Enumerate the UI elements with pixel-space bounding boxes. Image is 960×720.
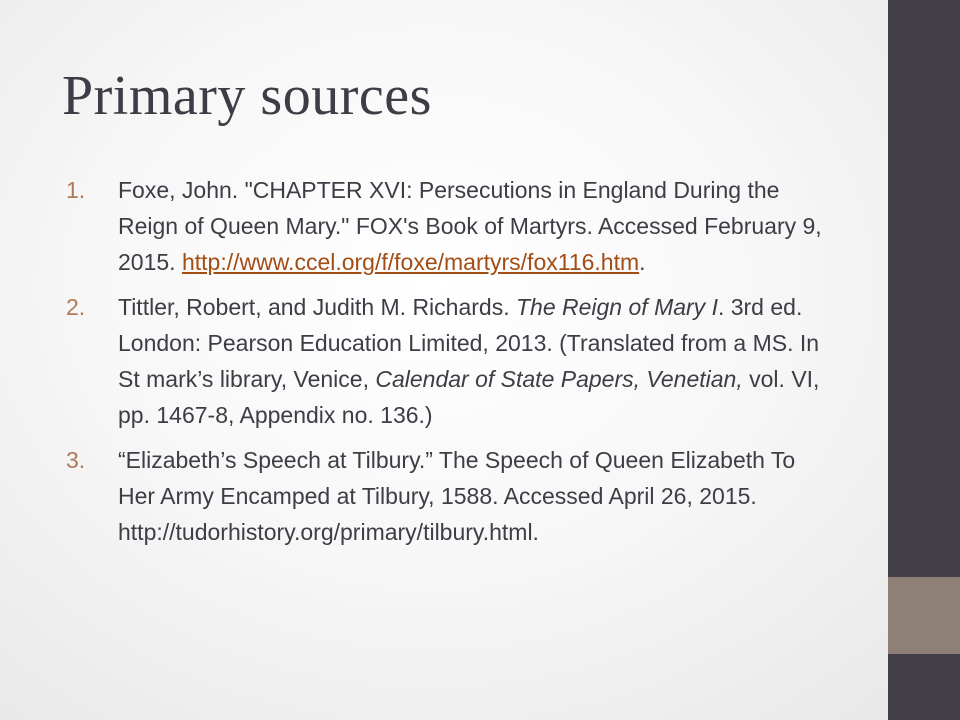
reference-number: 3. (66, 447, 86, 473)
reference-text-middle: . 3rd ed. London: Pearson Education Limited, 2013. (Translated from a MS. In St mark’s library, Venice, (118, 294, 820, 392)
reference-text-end: vol. VI, pp. 1467-8, Appendix no. 136.) (118, 366, 820, 428)
reference-item-3 (66, 442, 836, 550)
reference-link[interactable]: http://www.ccel.org/f/foxe/martyrs/fox116.htm (181, 249, 640, 275)
reference-item-1 (66, 172, 836, 280)
sidebar-accent-block (888, 577, 960, 654)
reference-text: Tittler, Robert, and Judith M. Richards. (118, 294, 516, 320)
reference-text-end: . (639, 249, 646, 275)
reference-number: 2. (66, 294, 86, 320)
reference-book-title: The Reign of Mary I (515, 294, 718, 320)
reference-text: “Elizabeth’s Speech at Tilbury.” The Speech of Queen Elizabeth To Her Army Encamped at Tilbury, 1588. Accessed April 26, 2015. http://tudorhistory.org/primary/tilbury.html. (118, 447, 796, 545)
slide-title: Primary sources (62, 65, 432, 127)
references-list (66, 172, 836, 559)
reference-text: Foxe, John. "CHAPTER XVI: Persecutions in England During the Reign of Queen Mary." FOX's Book of Martyrs. Accessed February 9, 2015. (118, 177, 822, 275)
reference-item-2 (66, 289, 836, 433)
reference-source-title: Calendar of State Papers, Venetian, (375, 366, 743, 392)
reference-number: 1. (66, 177, 86, 203)
